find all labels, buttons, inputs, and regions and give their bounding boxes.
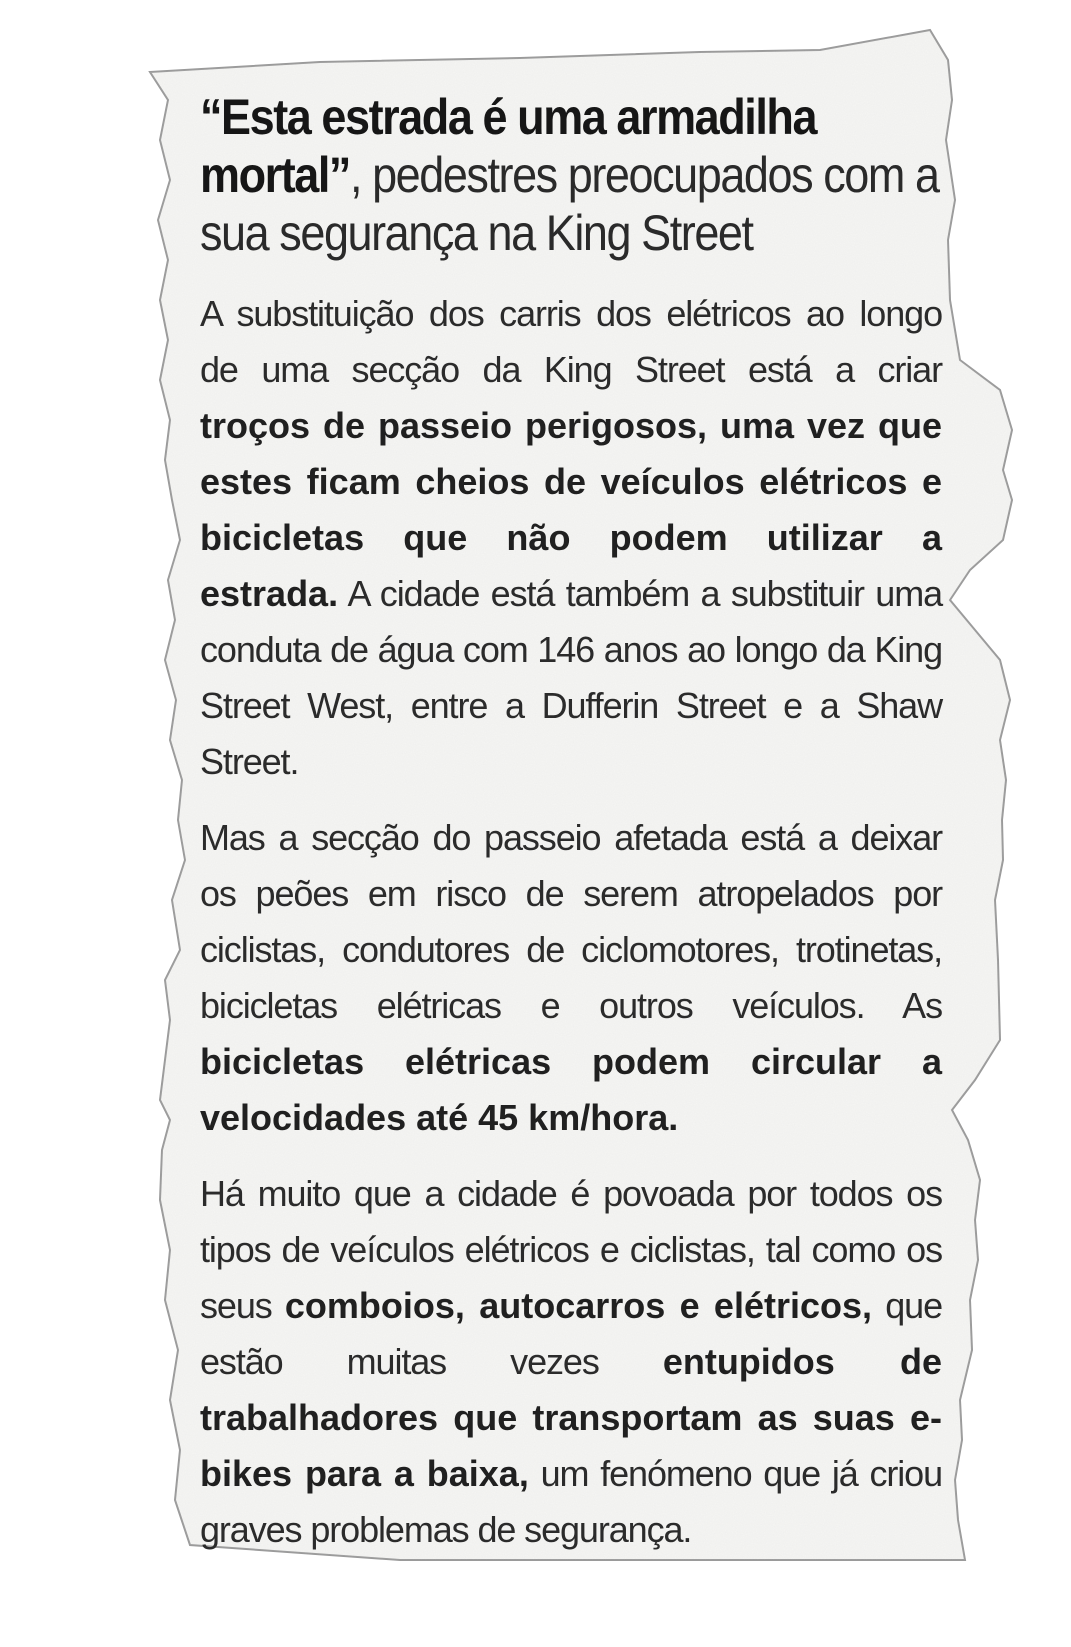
text-run: A substituição dos carris dos elétricos ao longo de uma secção da King Street está a criar <box>200 293 942 390</box>
article-clipping <box>200 80 942 1578</box>
bold-run: bicicletas elétricas podem circular a velocidades até 45 km/hora. <box>200 1041 942 1138</box>
text-run: que estão muitas vezes <box>200 1285 942 1382</box>
headline-quote: “Esta estrada é uma armadilha mortal” <box>200 89 817 203</box>
bold-run: entupidos de trabalhadores que transportam as suas e-bikes para a baixa, <box>200 1341 942 1494</box>
paragraph-3 <box>200 1166 942 1558</box>
text-run: A cidade está também a substituir uma conduta de água com 146 anos ao longo da King Street West, entre a Dufferin Street e a Shaw Street. <box>200 573 942 782</box>
text-run: Há muito que a cidade é povoada por todos os tipos de veículos elétricos e ciclistas, tal como os seus <box>200 1173 942 1326</box>
text-run: Mas a secção do passeio afetada está a deixar os peões em risco de serem atropelados por ciclistas, condutores de ciclomotores, trotinetas, bicicletas elétricas e outros veículos. As <box>200 817 942 1026</box>
bold-run: troços de passeio perigosos, uma vez que estes ficam cheios de veículos elétricos e bicicletas que não podem utilizar a estrada. <box>200 405 942 614</box>
bold-run: comboios, autocarros e elétricos, <box>284 1285 873 1326</box>
paragraph-2 <box>200 810 942 1146</box>
paragraph-1 <box>200 286 942 790</box>
headline-subtext: , pedestres preocupados com a sua segurança na King Street <box>200 147 939 261</box>
text-run: um fenómeno que já criou graves problemas de segurança. <box>200 1453 942 1550</box>
article-headline <box>200 88 947 262</box>
